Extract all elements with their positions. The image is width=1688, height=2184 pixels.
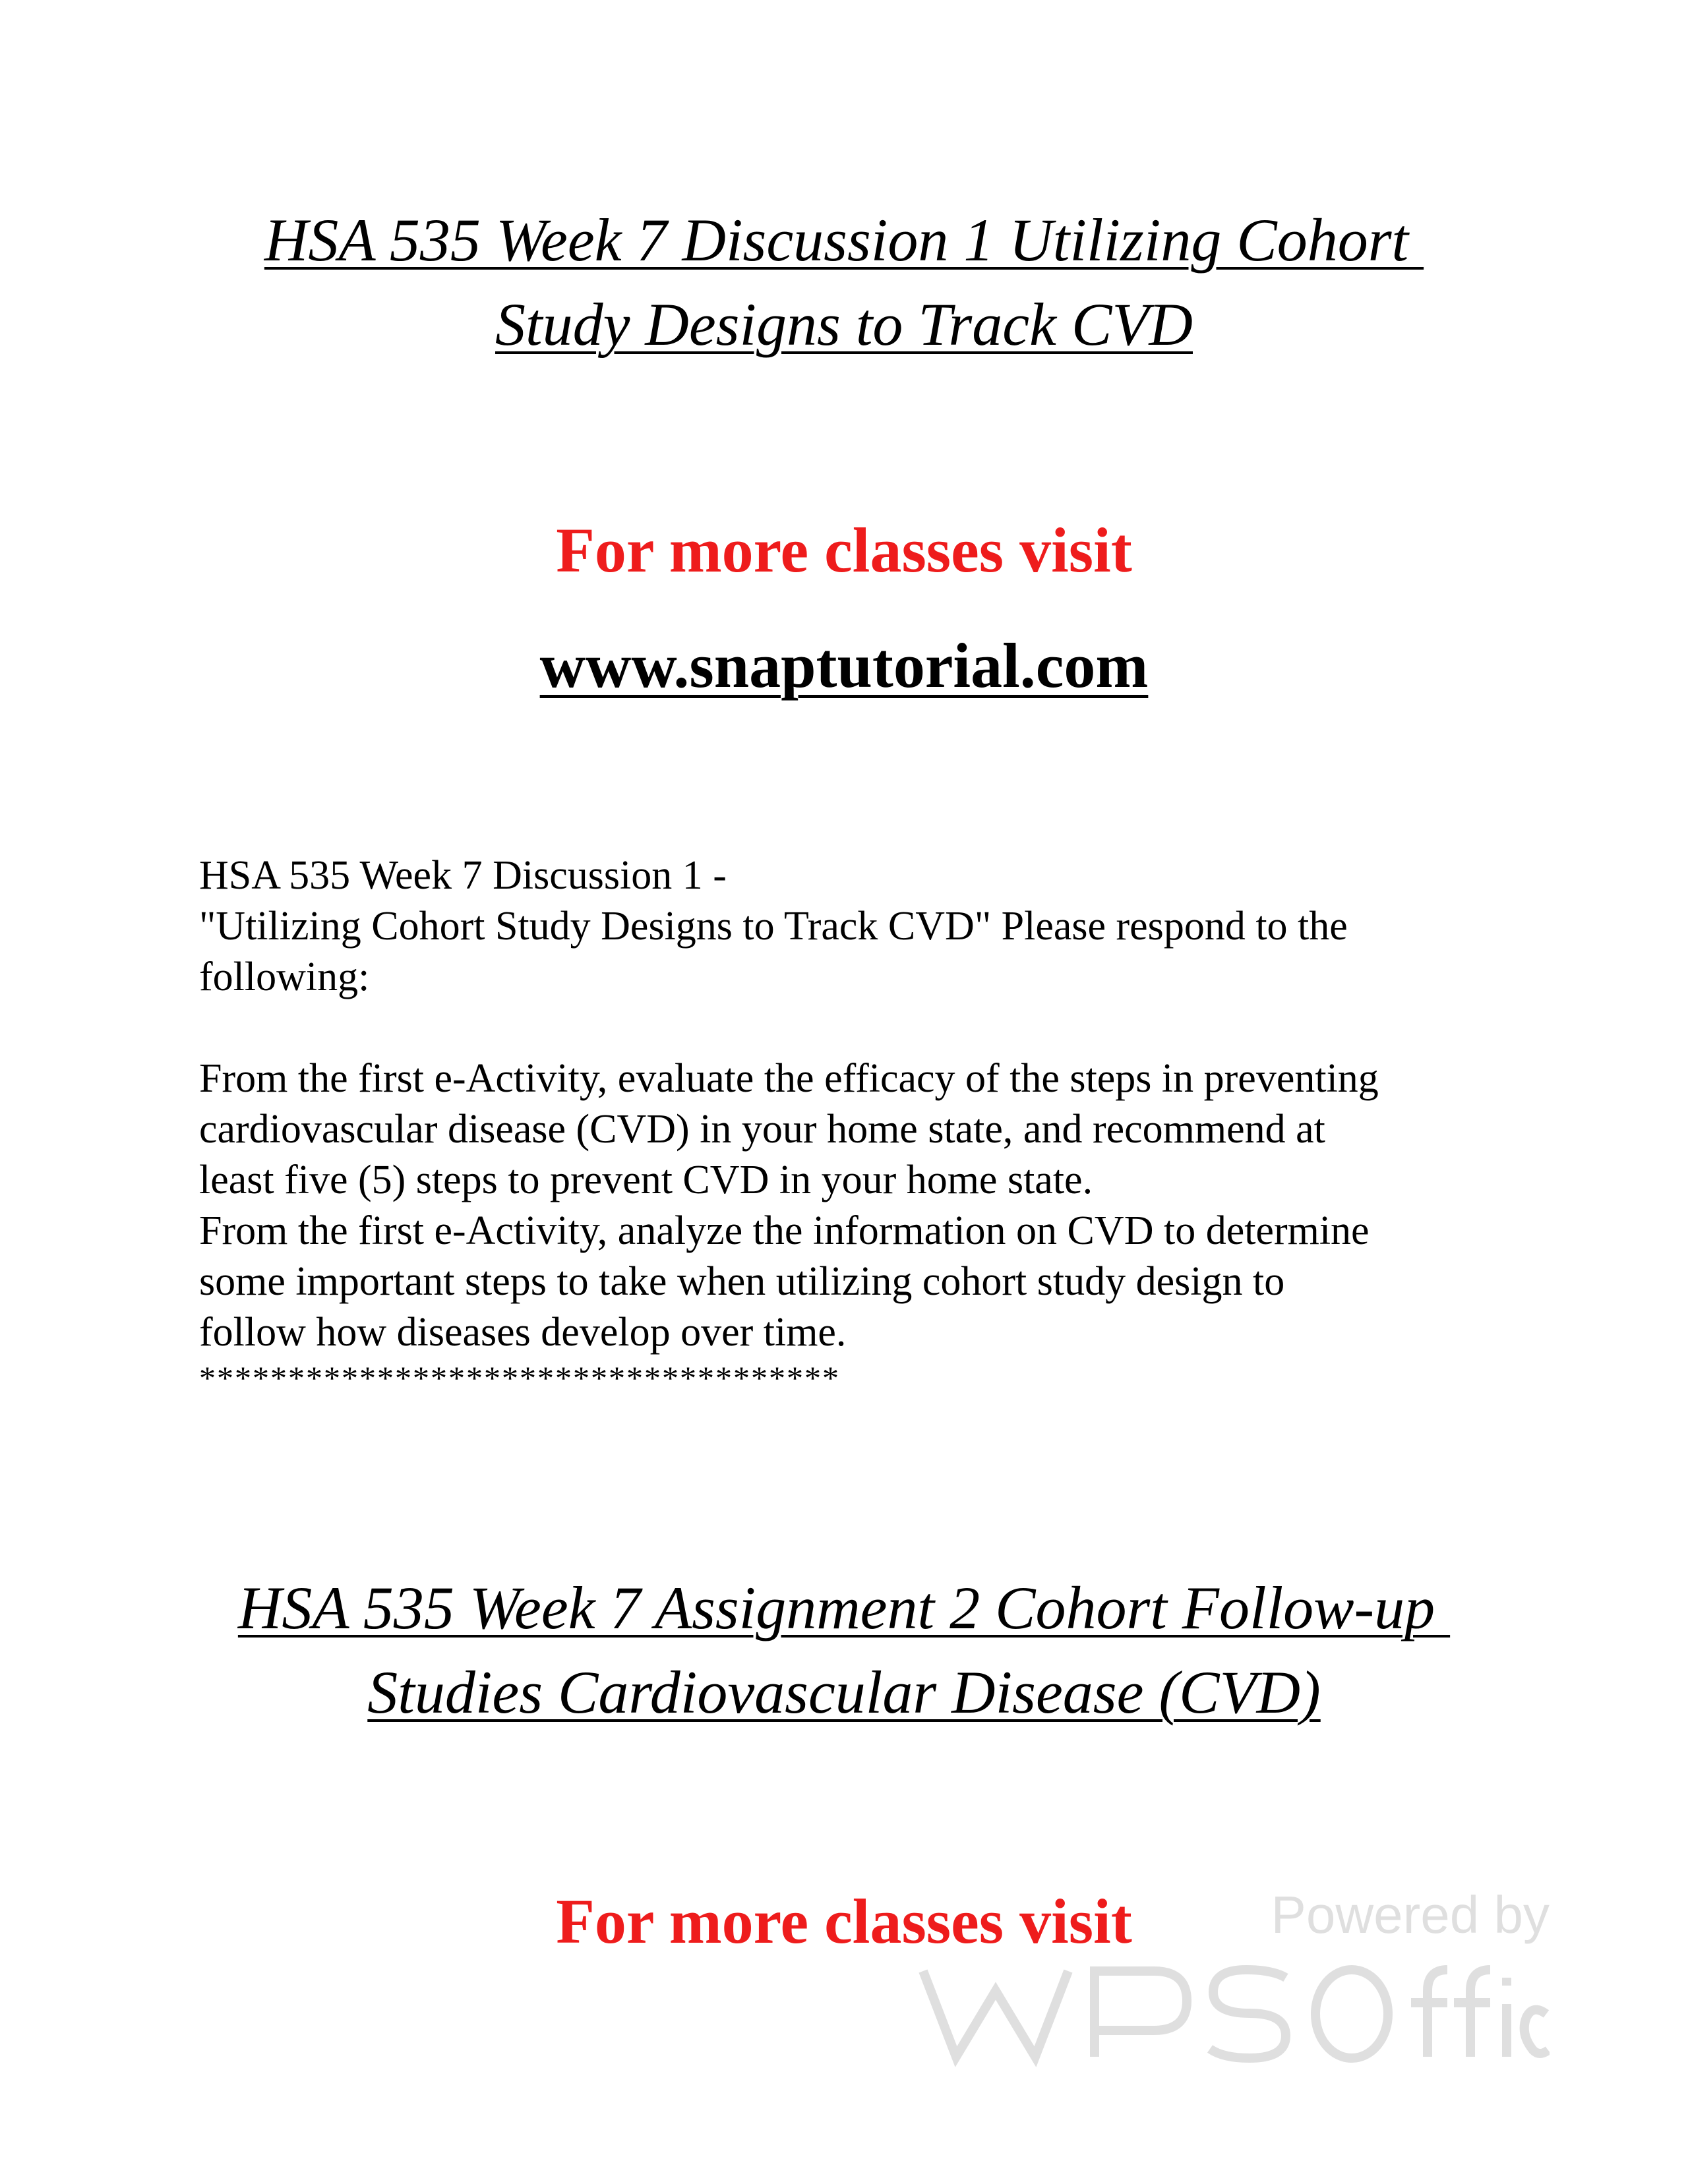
wps-watermark bbox=[917, 1885, 1550, 2077]
body-line: From the first e-Activity, analyze the information on CVD to determine bbox=[199, 1208, 1370, 1253]
body-line: HSA 535 Week 7 Discussion 1 - bbox=[199, 853, 727, 898]
body-line: least five (5) steps to prevent CVD in your home state. bbox=[199, 1158, 1093, 1202]
section1-site-link[interactable]: www.snaptutorial.com bbox=[539, 630, 1149, 701]
body-line: cardiovascular disease (CVD) in your home state, and recommend at bbox=[199, 1107, 1325, 1152]
separator-stars: ************************************ bbox=[199, 1359, 840, 1396]
body-line: some important steps to take when utilizing cohort study design to bbox=[199, 1259, 1285, 1304]
section1-body bbox=[199, 850, 1518, 1358]
section2-heading-line-1: HSA 535 Week 7 Assignment 2 Cohort Follow-up bbox=[237, 1574, 1451, 1641]
body-line: follow how diseases develop over time. bbox=[199, 1310, 847, 1355]
section2-heading bbox=[0, 1566, 1688, 1734]
watermark-powered-by: Powered by bbox=[1271, 1885, 1550, 1944]
wps-office-logo-icon bbox=[917, 1951, 1550, 2070]
body-line-blank bbox=[199, 1003, 1518, 1053]
body-line: following: bbox=[199, 955, 370, 999]
body-line: From the first e-Activity, evaluate the efficacy of the steps in preventing bbox=[199, 1056, 1379, 1101]
section1-heading-line-2: Study Designs to Track CVD bbox=[495, 291, 1193, 358]
section1-promo-text: For more classes visit bbox=[556, 515, 1132, 585]
section2-promo-text: For more classes visit bbox=[556, 1886, 1132, 1957]
section1-heading-line-1: HSA 535 Week 7 Discussion 1 Utilizing Cohort bbox=[264, 206, 1424, 274]
section1-heading bbox=[0, 198, 1688, 367]
section2-heading-line-2: Studies Cardiovascular Disease (CVD) bbox=[367, 1659, 1321, 1726]
body-line: "Utilizing Cohort Study Designs to Track CVD" Please respond to the bbox=[199, 904, 1348, 949]
